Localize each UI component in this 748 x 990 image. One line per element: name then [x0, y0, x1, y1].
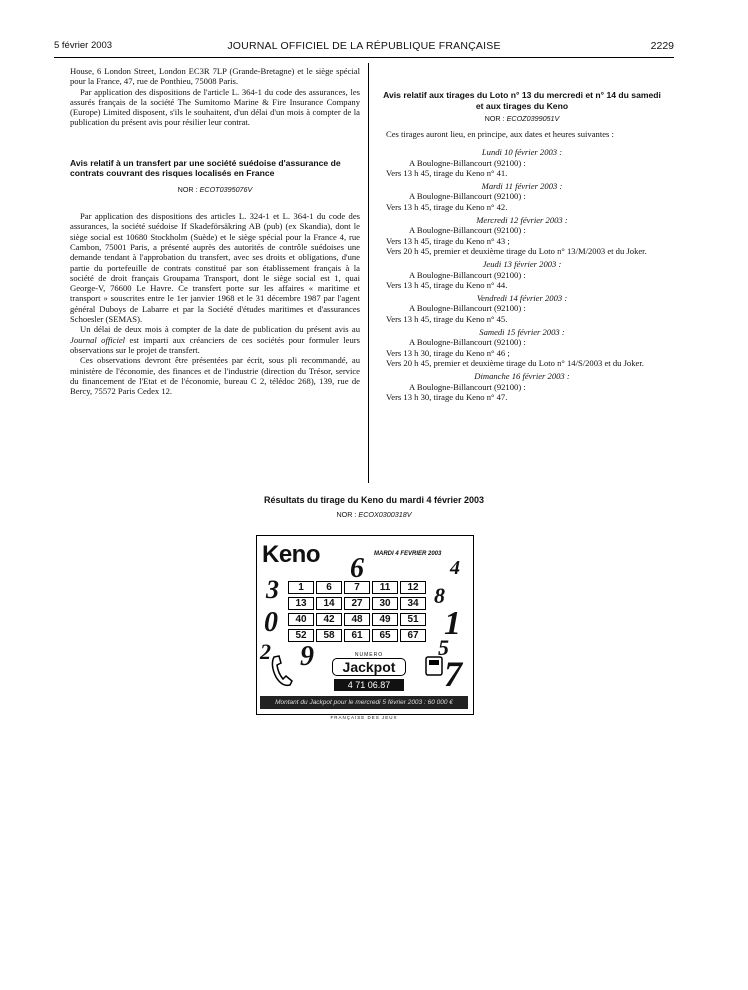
header-rule — [54, 57, 674, 58]
decorative-digit: 7 — [444, 654, 462, 694]
page-header — [54, 40, 674, 54]
schedule-line: Vers 13 h 45, tirage du Keno n° 41. — [386, 167, 508, 178]
keno-number-cell: 42 — [316, 613, 342, 626]
notice-heading: Avis relatif à un transfert par une société suédoise d'assurance de contrats couvrant des risques localisés en France — [70, 157, 341, 179]
keno-number-cell: 52 — [288, 629, 314, 642]
page-number: 2229 — [650, 40, 674, 52]
keno-number-cell: 67 — [400, 629, 426, 642]
keno-number-cell: 65 — [372, 629, 398, 642]
schedule-day: Jeudi 13 février 2003 : — [482, 259, 562, 270]
schedule-line: Vers 13 h 45, tirage du Keno n° 45. — [386, 313, 508, 324]
keno-number-cell: 6 — [316, 581, 342, 594]
keno-results-card — [256, 535, 474, 725]
schedule-line: Vers 13 h 45, tirage du Keno n° 42. — [386, 201, 508, 212]
jackpot-label: NUMERO — [354, 652, 384, 658]
paragraph: House, 6 London Street, London EC3R 7LP (Grande-Bretagne) et le siège spécial pour la France, 47, rue de Ponthieu, 75008 Paris. — [70, 66, 360, 87]
decorative-digit: 0 — [264, 607, 278, 638]
notice-heading: Avis relatif aux tirages du Loto n° 13 du mercredi et n° 14 du samedi et aux tirages du Keno — [383, 90, 661, 111]
keno-number-cell: 30 — [372, 597, 398, 610]
paragraph: Un délai de deux mois à compter de la date de publication du présent avis au Journal officiel est imparti aux créanciers de ces sociétés pour formuler leurs observations sur le projet de transfert. — [70, 324, 360, 355]
terminal-icon — [424, 655, 444, 677]
decorative-digit: 2 — [260, 639, 271, 664]
schedule-line: Vers 20 h 45, premier et deuxième tirage du Loto n° 13/M/2003 et du Joker. — [386, 245, 647, 256]
left-column — [70, 66, 360, 396]
decorative-digit: 8 — [434, 583, 445, 608]
decorative-digit: 5 — [438, 635, 449, 660]
keno-number-cell: 51 — [400, 613, 426, 626]
keno-number-cell: 61 — [344, 629, 370, 642]
paragraph: Par application des dispositions de l'article L. 364-1 du code des assurances, les assurés français de la société The Sumitomo Marine & Fire Insurance Company (Europe) Limited disposent, s'ils le souhaitent, d'un délai d'un mois à compter de la publication du présent avis pour résilier leur contrat. — [70, 86, 360, 128]
schedule-line: Vers 20 h 45, premier et deuxième tirage du Loto n° 14/S/2003 et du Joker. — [386, 357, 644, 368]
schedule-day: Dimanche 16 février 2003 : — [474, 371, 570, 382]
schedule-day: Mardi 11 février 2003 : — [481, 181, 563, 192]
keno-number-cell: 13 — [288, 597, 314, 610]
keno-number-cell: 11 — [372, 581, 398, 594]
nor-reference: NOR : ECOZ0399051V — [484, 114, 560, 123]
column-divider — [368, 63, 369, 483]
schedule-day: Mercredi 12 février 2003 : — [476, 215, 568, 226]
decorative-digit: 9 — [300, 641, 314, 672]
schedule-place: A Boulogne-Billancourt (92100) : — [409, 337, 526, 348]
schedule-line: Vers 13 h 45, tirage du Keno n° 44. — [386, 279, 508, 290]
schedule-line: Vers 13 h 30, tirage du Keno n° 46 ; — [386, 347, 510, 358]
results-title: Résultats du tirage du Keno du mardi 4 février 2003 — [263, 495, 485, 505]
schedule-place: A Boulogne-Billancourt (92100) : — [409, 191, 526, 202]
decorative-digit: 4 — [450, 557, 460, 579]
schedule-place: A Boulogne-Billancourt (92100) : — [409, 381, 526, 392]
schedule-line: Vers 13 h 45, tirage du Keno n° 43 ; — [386, 235, 510, 246]
keno-number-cell: 1 — [288, 581, 314, 594]
header-date: 5 février 2003 — [54, 40, 113, 51]
jackpot-box — [328, 652, 410, 696]
header-title: JOURNAL OFFICIEL DE LA RÉPUBLIQUE FRANÇAISE — [227, 40, 501, 52]
keno-number-cell: 34 — [400, 597, 426, 610]
keno-number-cell: 40 — [288, 613, 314, 626]
phone-icon — [268, 651, 298, 691]
keno-number-cell: 14 — [316, 597, 342, 610]
paragraph: Par application des dispositions des articles L. 324-1 et L. 364-1 du code des assurances, la société suédoise If Skadeförsäkring AB (pub) (ex Skandia), dont le siège social est 10680 Stockholm (Suède) et le siège spécial pour la France 4, rue Cambon, 75001 Paris, a présenté auprès des autorités de contrôle suédoises une demande tendant à l'approbation du transfert, avec ses droits et obligations, d'une partie du portefeuille de contrats constitué par son établissement français à la société de droit français Groupama Transport, dont le siège social est 1, quai George-V, 76600 Le Havre. Ce transfert porte sur les affaires « maritime et transport » souscrites entre le 1er janvier 1968 et le 31 décembre 1987 par l'agent général Duboys de Labarre et par la Société d'études maritimes et d'assurances Schoesler (SEMAS). — [70, 211, 360, 325]
keno-number-cell: 58 — [316, 629, 342, 642]
intro-text: Ces tirages auront lieu, en principe, aux dates et heures suivantes : — [386, 129, 614, 139]
brand-label: FRANÇAISE DES JEUX — [330, 715, 398, 720]
keno-number-cell: 48 — [344, 613, 370, 626]
schedule-place: A Boulogne-Billancourt (92100) : — [409, 303, 526, 314]
decorative-digit: 6 — [350, 553, 364, 584]
right-column — [376, 129, 668, 402]
decorative-digit: 3 — [266, 575, 279, 604]
keno-number-cell: 7 — [344, 581, 370, 594]
paragraph: Ces observations devront être présentées par écrit, sous pli recommandé, au ministère de l'économie, des finances et de l'industrie (direction du Trésor, service du financement de l'Etat et de l'économie, bureau C 2, télédoc 268), 139, rue de Bercy, 75572 Paris Cedex 12. — [70, 355, 360, 397]
nor-reference: NOR : ECOT0395076V — [177, 184, 253, 194]
nor-reference: NOR : ECOX0300318V — [336, 510, 412, 519]
schedule-line: Vers 13 h 30, tirage du Keno n° 47. — [386, 391, 508, 402]
keno-number-cell: 27 — [344, 597, 370, 610]
draw-date: MARDI 4 FEVRIER 2003 — [374, 551, 442, 557]
schedule-day: Vendredi 14 février 2003 : — [476, 293, 568, 304]
jackpot-logo: Jackpot — [332, 658, 406, 676]
jackpot-amount: 4 71 06.87 — [334, 679, 404, 691]
schedule-place: A Boulogne-Billancourt (92100) : — [409, 269, 526, 280]
schedule-place: A Boulogne-Billancourt (92100) : — [409, 157, 526, 168]
jackpot-amount-band: Montant du Jackpot pour le mercredi 5 février 2003 : 60 000 € — [260, 696, 468, 709]
schedule-place: A Boulogne-Billancourt (92100) : — [409, 225, 526, 236]
keno-logo: Keno — [262, 541, 320, 568]
schedule-day: Samedi 15 février 2003 : — [479, 327, 565, 338]
schedule-list — [376, 147, 668, 402]
schedule-day: Lundi 10 février 2003 : — [481, 147, 563, 158]
keno-number-cell: 49 — [372, 613, 398, 626]
decorative-digit: 1 — [444, 605, 461, 642]
keno-number-cell: 12 — [400, 581, 426, 594]
